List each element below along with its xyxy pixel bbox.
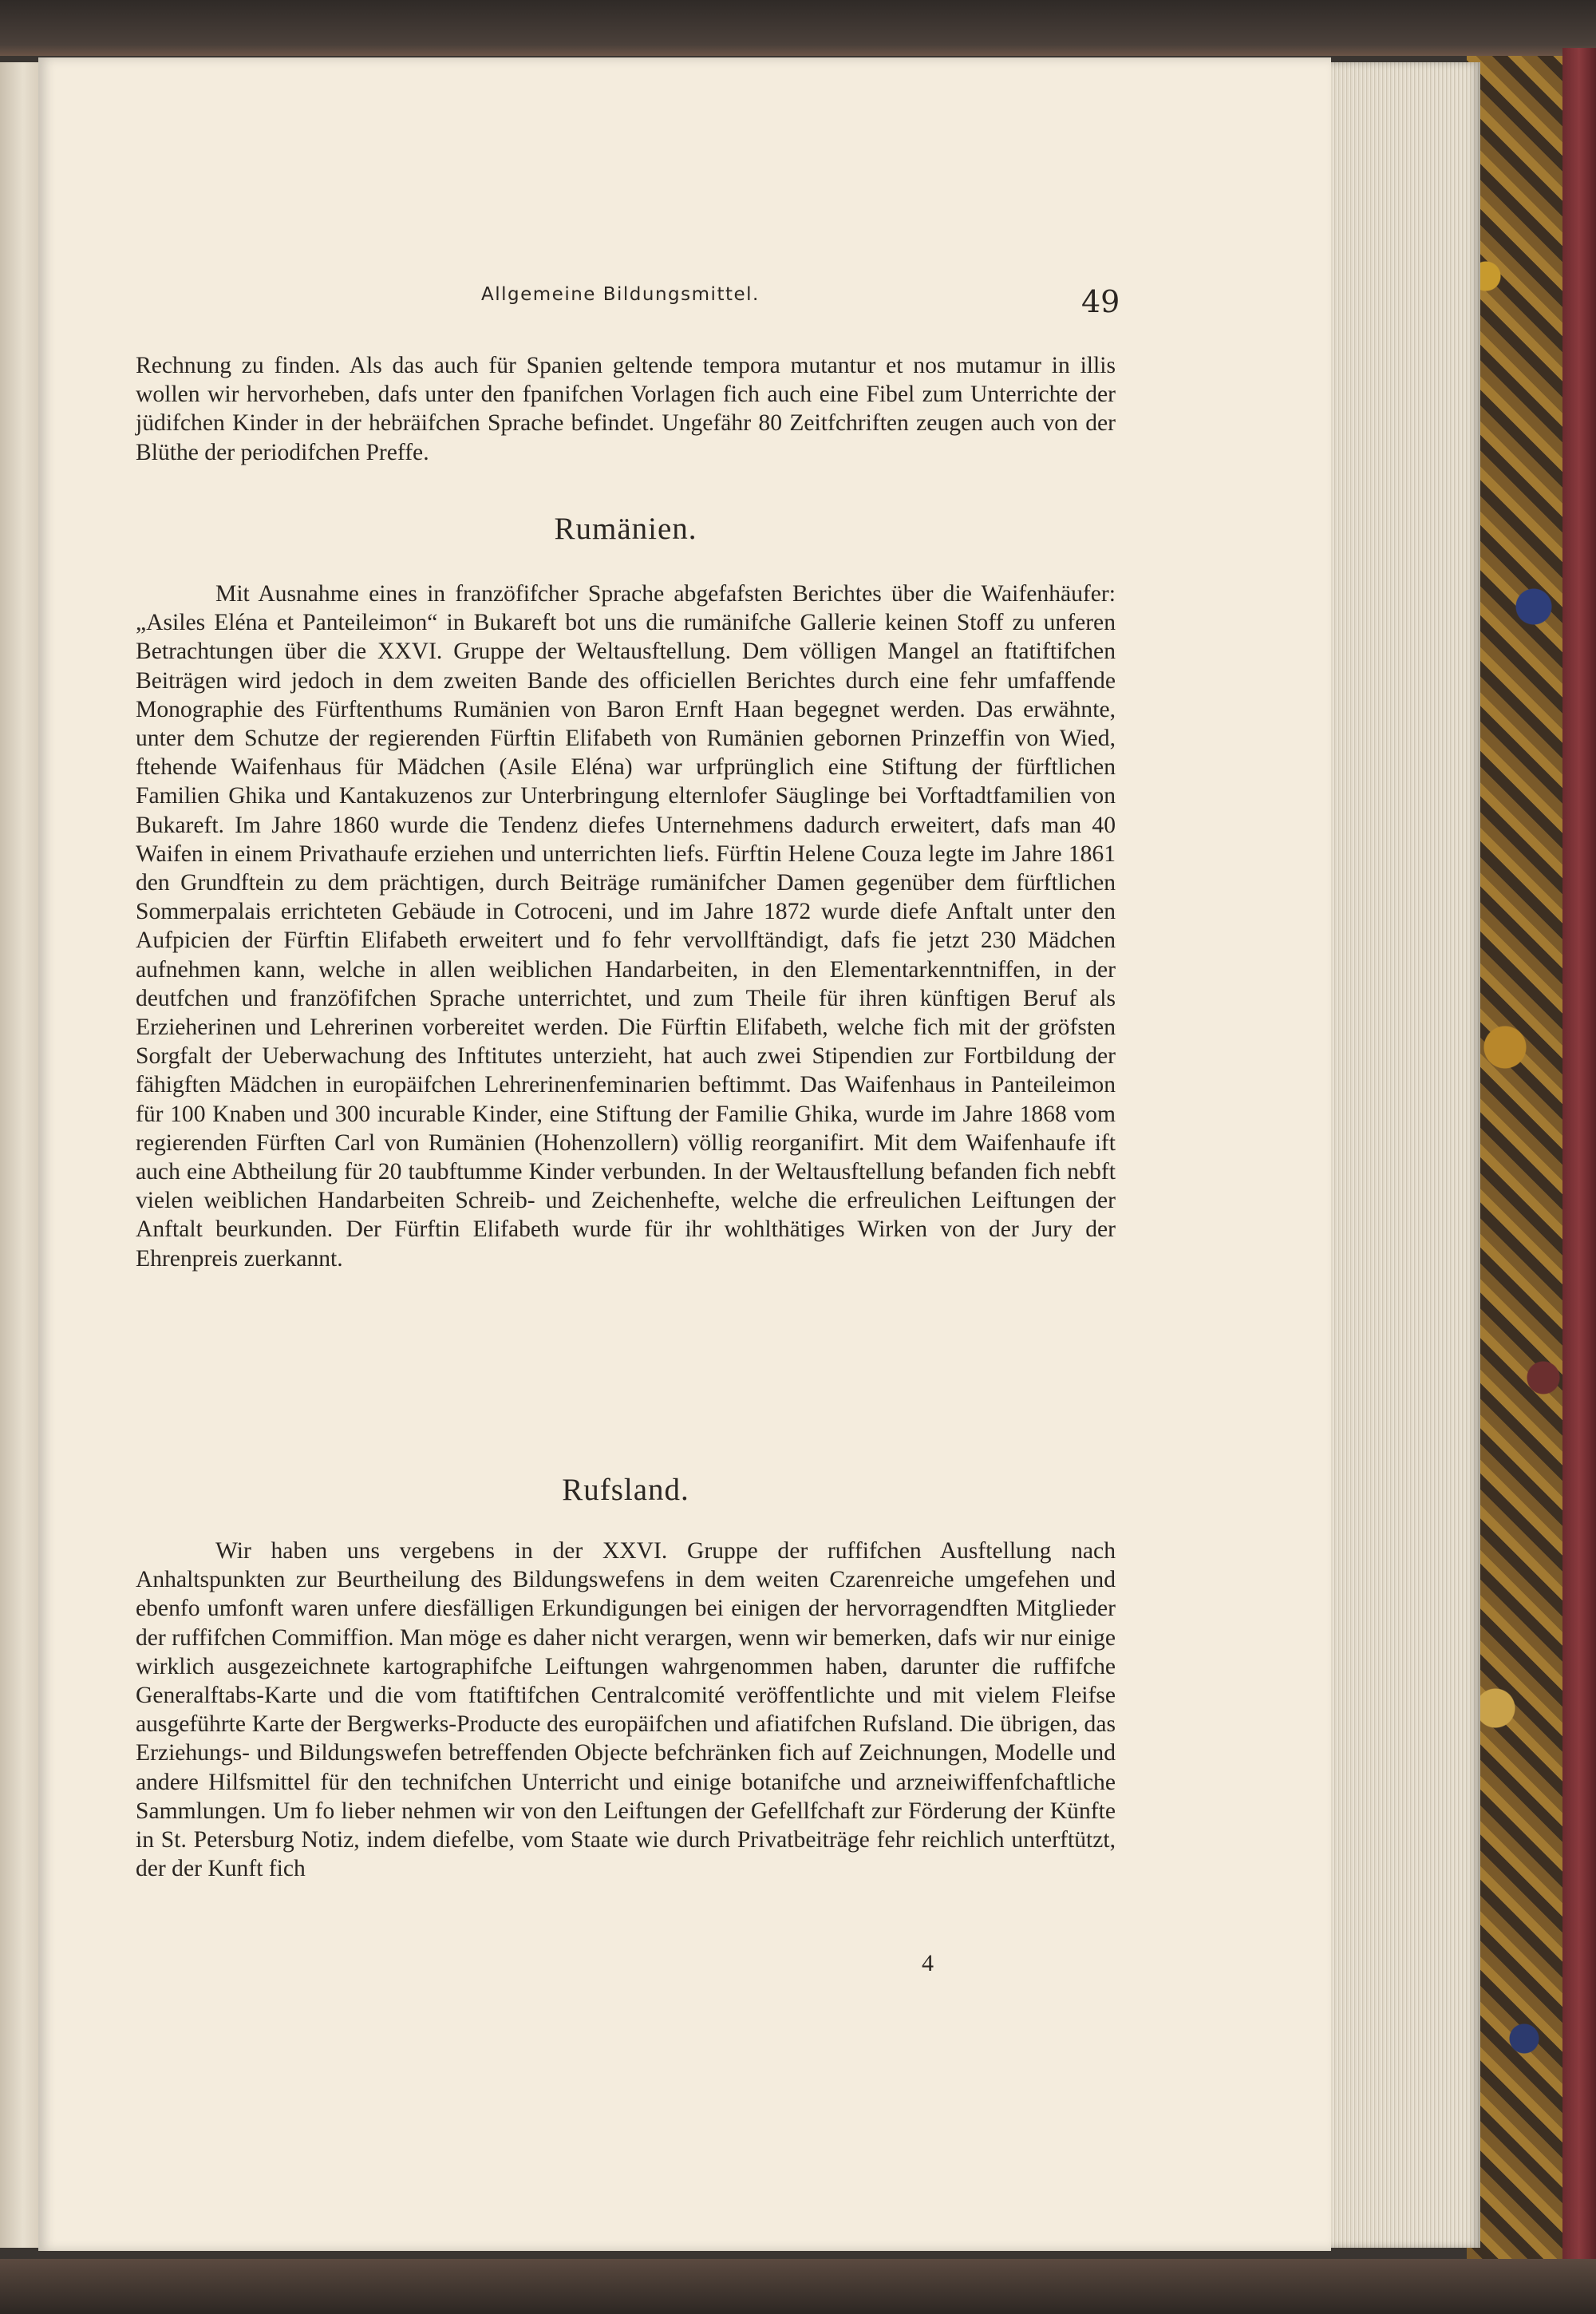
section-title-rumaenien: Rumänien. bbox=[554, 512, 697, 546]
russland-paragraph-block bbox=[136, 1537, 1116, 1883]
intro-paragraph: Rechnung zu finden. Als das auch für Spanien geltende tempora mutantur et nos mutamur in illis wollen wir hervorheben, dafs unter den fpanifchen Vorlagen fich auch eine Fibel zum Unterrichte der jüdifchen Kinder in der hebräifchen Sprache befindet. Ungefähr 80 Zeitfchriften zeugen auch von der Blüthe der periodifchen Preffe. bbox=[136, 353, 1116, 465]
page-number: 49 bbox=[1081, 284, 1120, 319]
book-cover-bottom bbox=[0, 2259, 1596, 2314]
intro-paragraph-block bbox=[136, 351, 1116, 467]
section-title-russland: Rufsland. bbox=[562, 1473, 689, 1507]
rumaenien-paragraph-block bbox=[136, 579, 1116, 1273]
marbled-page-edge bbox=[1467, 56, 1562, 2259]
rumaenien-paragraph: Mit Ausnahme eines in franzöfifcher Sprache abgefafsten Berichtes über die Waifenhäufer: „Asiles Eléna et Panteileimon“ in Bukareft bot uns die rumänifche Gallerie keinen Stoff zu unferen Betrachtungen über die XXVI. Gruppe der Weltausftellung. Dem völligen Mangel an ftatiftifchen Beiträgen wird jedoch in dem zweiten Bande des officiellen Berichtes durch eine fehr umfaffende Monographie des Fürftenthums Rumänien von Baron Ernft Haan begegnet werden. Das erwähnte, unter dem Schutze der regierenden Fürftin Elifabeth von Rumänien gebornen Prinzeffin von Wied, ftehende Waifenhaus für Mädchen (Asile Eléna) war urfprünglich eine Stiftung der fürftlichen Familien Ghika und Kantakuzenos zur Unterbringung elternlofer Säuglinge bei Vorftadtfamilien von Bukareft. Im Jahre 1860 wurde die Tendenz diefes Unternehmens dadurch erweitert, dafs man 40 Waifen in einem Privathaufe erziehen und unterrichten liefs. Fürftin Helene Couza legte im Jahre 1861 den Grundftein zu dem prächtigen, durch Beiträge rumänifcher Damen gegenüber dem fürftlichen Sommerpalais errichteten Gebäude in Cotroceni, und im Jahre 1872 wurde diefe Anftalt unter den Aufpicien der Fürftin Elifabeth erweitert und fo fehr vervollftändigt, dafs fie jetzt 230 Mädchen aufnehmen kann, welche in allen weiblichen Handarbeiten, in den Elementarkenntniffen, in der deutfchen und franzöfifchen Sprache unterrichtet, und zum Theile für ihren künftigen Beruf als Erzieherinen und Lehrerinen vorbereitet werden. Die Fürftin Elifabeth, welche fich mit der gröfsten Sorgfalt der Ueberwachung des Inftitutes unterzieht, hat auch zwei Stipendien zur Fortbildung der fähigften Mädchen in europäifchen Lehrerinenfeminarien beftimmt. Das Waifenhaus in Panteileimon für 100 Knaben und 300 incurable Kinder, eine Stiftung der Familie Ghika, wurde im Jahre 1868 vom regierenden Fürften Carl von Rumänien (Hohenzollern) völlig reorganifirt. Mit dem Waifenhaufe ift auch eine Abtheilung für 20 taubftumme Kinder verbunden. In der Weltausftellung befanden fich nebft vielen weiblichen Handarbeiten Schreib- und Zeichenhefte, welche die erfreulichen Leiftungen der Anftalt beurkunden. Der Fürftin Elifabeth wurde für ihr wohlthätiges Wirken von der Jury der Ehrenpreis zuerkannt. bbox=[136, 581, 1116, 1272]
book-cover-top bbox=[0, 0, 1596, 56]
left-page-edge bbox=[0, 62, 38, 2248]
page-stack-edge bbox=[1329, 62, 1480, 2248]
russland-paragraph: Wir haben uns vergebens in der XXVI. Gruppe der ruffifchen Ausftellung nach Anhaltspunkten zur Beurtheilung des Bildungswefens in dem weiten Czarenreiche umgefehen und ebenfo umfonft waren unfere diesfälligen Erkundigungen bei einigen der hervorragendften Mitglieder der ruffifchen Commiffion. Man möge es daher nicht verargen, wenn wir bemerken, dafs wir nur einige wirklich ausgezeichnete kartographifche Leiftungen wahrgenommen haben, darunter die ruffifche Generalftabs-Karte und die vom ftatiftifchen Centralcomité veröffentlichte und mit vielem Fleifse ausgeführte Karte der Bergwerks-Producte des europäifchen und afiatifchen Rufsland. Die übrigen, das Erziehungs- und Bildungswefen betreffenden Objecte befchränken fich auf Zeichnungen, Modelle und andere Hilfsmittel für den technifchen Unterricht und einige botanifche und arzneiwiffenfchaftliche Sammlungen. Um fo lieber nehmen wir von den Leiftungen der Gefellfchaft zur Förderung der Künfte in St. Petersburg Notiz, indem diefelbe, vom Staate wie durch Privatbeiträge fehr reichlich unterftützt, der der Kunft fich bbox=[136, 1538, 1116, 1882]
book-spine bbox=[1562, 48, 1596, 2267]
running-title: Allgemeine Bildungsmittel. bbox=[481, 284, 760, 305]
printer-signature-mark: 4 bbox=[922, 1950, 934, 1976]
